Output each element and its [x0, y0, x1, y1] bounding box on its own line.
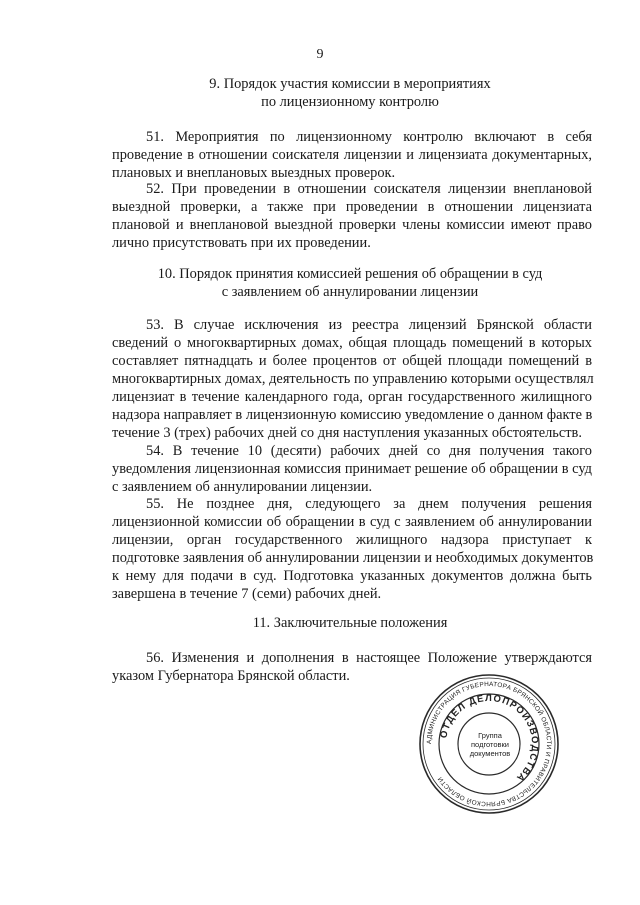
- stamp-center-line: Группа: [478, 731, 502, 740]
- text-line: многоквартирных домах, деятельность по управлению которыми осуществлял: [112, 371, 594, 387]
- text-line: завершена в течение 7 (семи) рабочих дней.: [112, 586, 382, 602]
- text-line: указом Губернатора Брянской области.: [112, 668, 350, 684]
- section-10-heading: [110, 265, 590, 301]
- heading-line: по лицензионному контролю: [261, 94, 439, 110]
- heading-line: 11. Заключительные положения: [252, 615, 448, 631]
- text-line: надзора направляет в лицензионную комиссию уведомление о данном факте в: [112, 407, 593, 423]
- official-stamp: [418, 673, 560, 815]
- text-line: уведомления лицензионная комиссия принимает решение об обращении в суд: [112, 461, 592, 477]
- text-line: 52. При проведении в отношении соискателя лицензии внеплановой: [146, 181, 592, 197]
- section-9-heading: [110, 75, 590, 111]
- text-line: лицензии, орган государственного жилищного надзора приступает к: [112, 532, 592, 548]
- page-number: 9: [316, 47, 324, 62]
- text-line: подготовке заявления об аннулировании лицензии и необходимых документов: [112, 550, 594, 566]
- text-line: лицензиат в течение календарного года, орган государственного жилищного: [112, 389, 592, 405]
- text-line: с заявлением об аннулировании лицензии.: [112, 479, 373, 495]
- text-line: 55. Не позднее дня, следующего за днем получения решения: [146, 496, 592, 512]
- text-line: 54. В течение 10 (десяти) рабочих дней со дня получения такого: [146, 443, 592, 459]
- heading-line: 10. Порядок принятия комиссией решения об обращении в суд: [157, 266, 543, 282]
- text-line: лицензионной комиссии об обращении в суд с заявлением об аннулировании: [112, 514, 592, 530]
- text-line: выездной проверки, а также при проведении в отношении лицензиата: [112, 199, 592, 215]
- paragraph-51: [112, 128, 592, 182]
- paragraph-55: [112, 495, 592, 603]
- text-line: проведение в отношении соискателя лицензии и лицензиата документарных,: [112, 147, 592, 163]
- stamp-outer-text: АДМИНИСТРАЦИЯ ГУБЕРНАТОРА БРЯНСКОЙ ОБЛАСТИ И ПРАВИТЕЛЬСТВА БРЯНСКОЙ ОБЛАСТИ: [425, 680, 553, 808]
- text-line: течение 3 (трех) рабочих дней со дня наступления указанных обстоятельств.: [112, 425, 582, 441]
- stamp-center-line: подготовки: [471, 740, 509, 749]
- heading-line: с заявлением об аннулировании лицензии: [221, 284, 479, 300]
- section-11-heading: [110, 614, 590, 632]
- text-line: плановой и внеплановой выездной проверки члены комиссии имеют право: [112, 217, 592, 233]
- paragraph-52: [112, 180, 592, 252]
- text-line: к нему для подачи в суд. Подготовка указанных документов должна быть: [112, 568, 592, 584]
- text-line: 51. Мероприятия по лицензионному контролю включают в себя: [146, 129, 592, 145]
- stamp-middle-text: ОТДЕЛ ДЕЛОПРОИЗВОДСТВА: [438, 692, 541, 784]
- stamp-center-line: документов: [469, 749, 511, 758]
- paragraph-53: [112, 316, 592, 442]
- stamp-center-label: [466, 731, 514, 758]
- paragraph-54: [112, 442, 592, 496]
- heading-line: 9. Порядок участия комиссии в мероприятиях: [209, 76, 491, 92]
- text-line: плановых и внеплановых выездных проверок.: [112, 165, 396, 181]
- text-line: составляет пятнадцать и более процентов от общей площади помещений в: [112, 353, 592, 369]
- text-line: 56. Изменения и дополнения в настоящее Положение утверждаются: [146, 650, 592, 666]
- text-line: сведений о многоквартирных домах, общая площадь помещений в которых: [112, 335, 592, 351]
- text-line: лично присутствовать при их проведении.: [112, 235, 371, 251]
- text-line: 53. В случае исключения из реестра лицензий Брянской области: [146, 317, 592, 333]
